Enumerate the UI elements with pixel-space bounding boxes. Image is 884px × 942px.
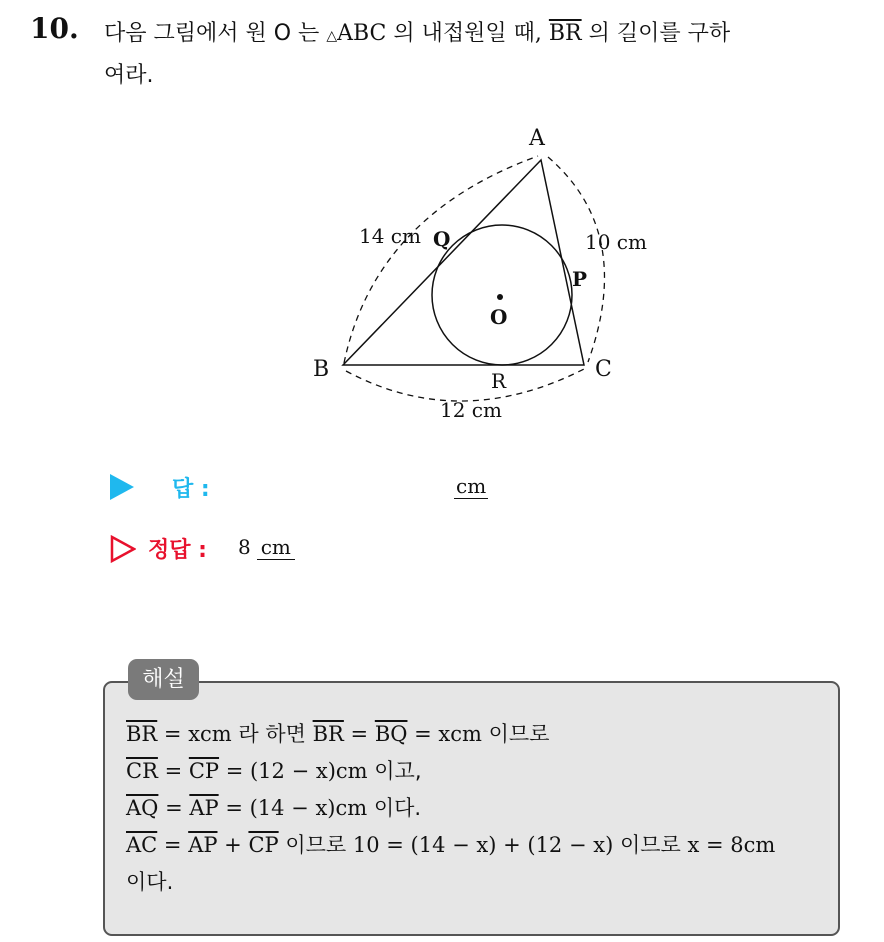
question-text-part: 의 길이를 구하 [581,21,731,46]
answer-unit-blank: cm [456,474,487,498]
segment: $\overline{BR}$ [126,722,158,746]
explanation-line-5 [126,864,831,901]
segment: $\overline{AP}$ [188,833,218,857]
segment: $\overline{CP}$ [248,833,279,857]
length-bc-label: 12 cm [440,398,502,422]
play-outline-icon [110,535,136,563]
math: = (14 − x)cm [218,796,374,820]
math: = (12 − x)cm [219,759,375,783]
text: 이므로 [285,833,347,857]
question-text-part: 여라. [104,63,154,88]
explanation-line-3 [126,790,831,827]
dimension-arc-bc [346,369,584,401]
point-q-label: Q [433,227,451,251]
center-o-label: O [490,305,508,329]
triangle-abc [343,160,584,365]
text: 이고, [374,759,422,783]
text: 이므로 [619,833,681,857]
math: = xcm [407,722,489,746]
vertex-c-label: C [595,357,612,382]
question-text-part: ABC 의 내접원일 때, [337,21,549,46]
vertex-a-label: A [529,126,545,151]
vertex-b-label: B [313,357,330,382]
point-r-label: R [491,369,507,393]
length-ab-label: 14 cm [359,224,421,248]
segment: $\overline{CR}$ [126,759,158,783]
length-ac-label: 10 cm [585,230,647,254]
answer-label: 답 : [172,477,210,502]
explanation-line-2 [126,753,831,790]
math: = [157,833,189,857]
question-text-part: 다음 그림에서 원 O 는 [104,21,327,46]
explanation-tag: 해설 [128,659,199,700]
math: = xcm [157,722,239,746]
play-filled-icon [110,474,134,500]
text: 이다. [373,796,422,820]
math: = [158,796,190,820]
triangle-symbol: △ [326,28,338,44]
segment: $\overline{BR}$ [312,722,344,746]
segment: $\overline{BQ}$ [374,722,408,746]
explanation-lines [126,716,831,901]
segment-br: $\overline{BR}$ [548,21,582,46]
correct-unit: cm [257,535,295,560]
text: 이므로 [488,722,550,746]
center-dot [497,294,503,300]
math: 10 = (14 − x) + (12 − x) [346,833,620,857]
segment: $\overline{AQ}$ [126,796,159,820]
text: 이다. [126,870,174,894]
segment: $\overline{AC}$ [126,833,158,857]
question-number: 10. [30,12,79,45]
segment: $\overline{CP}$ [188,759,220,783]
math: = [157,759,189,783]
math: x = 8cm [680,833,776,857]
explanation-line-4 [126,827,831,864]
text: 라 하면 [238,722,313,746]
point-p-label: P [572,267,588,291]
geometry-figure [0,0,884,460]
math: = [343,722,375,746]
correct-label: 정답 : [148,538,207,563]
explanation-line-1 [126,716,831,753]
correct-number: 8 [238,535,251,559]
math: + [217,833,249,857]
correct-value [238,535,295,559]
segment: $\overline{AP}$ [189,796,219,820]
